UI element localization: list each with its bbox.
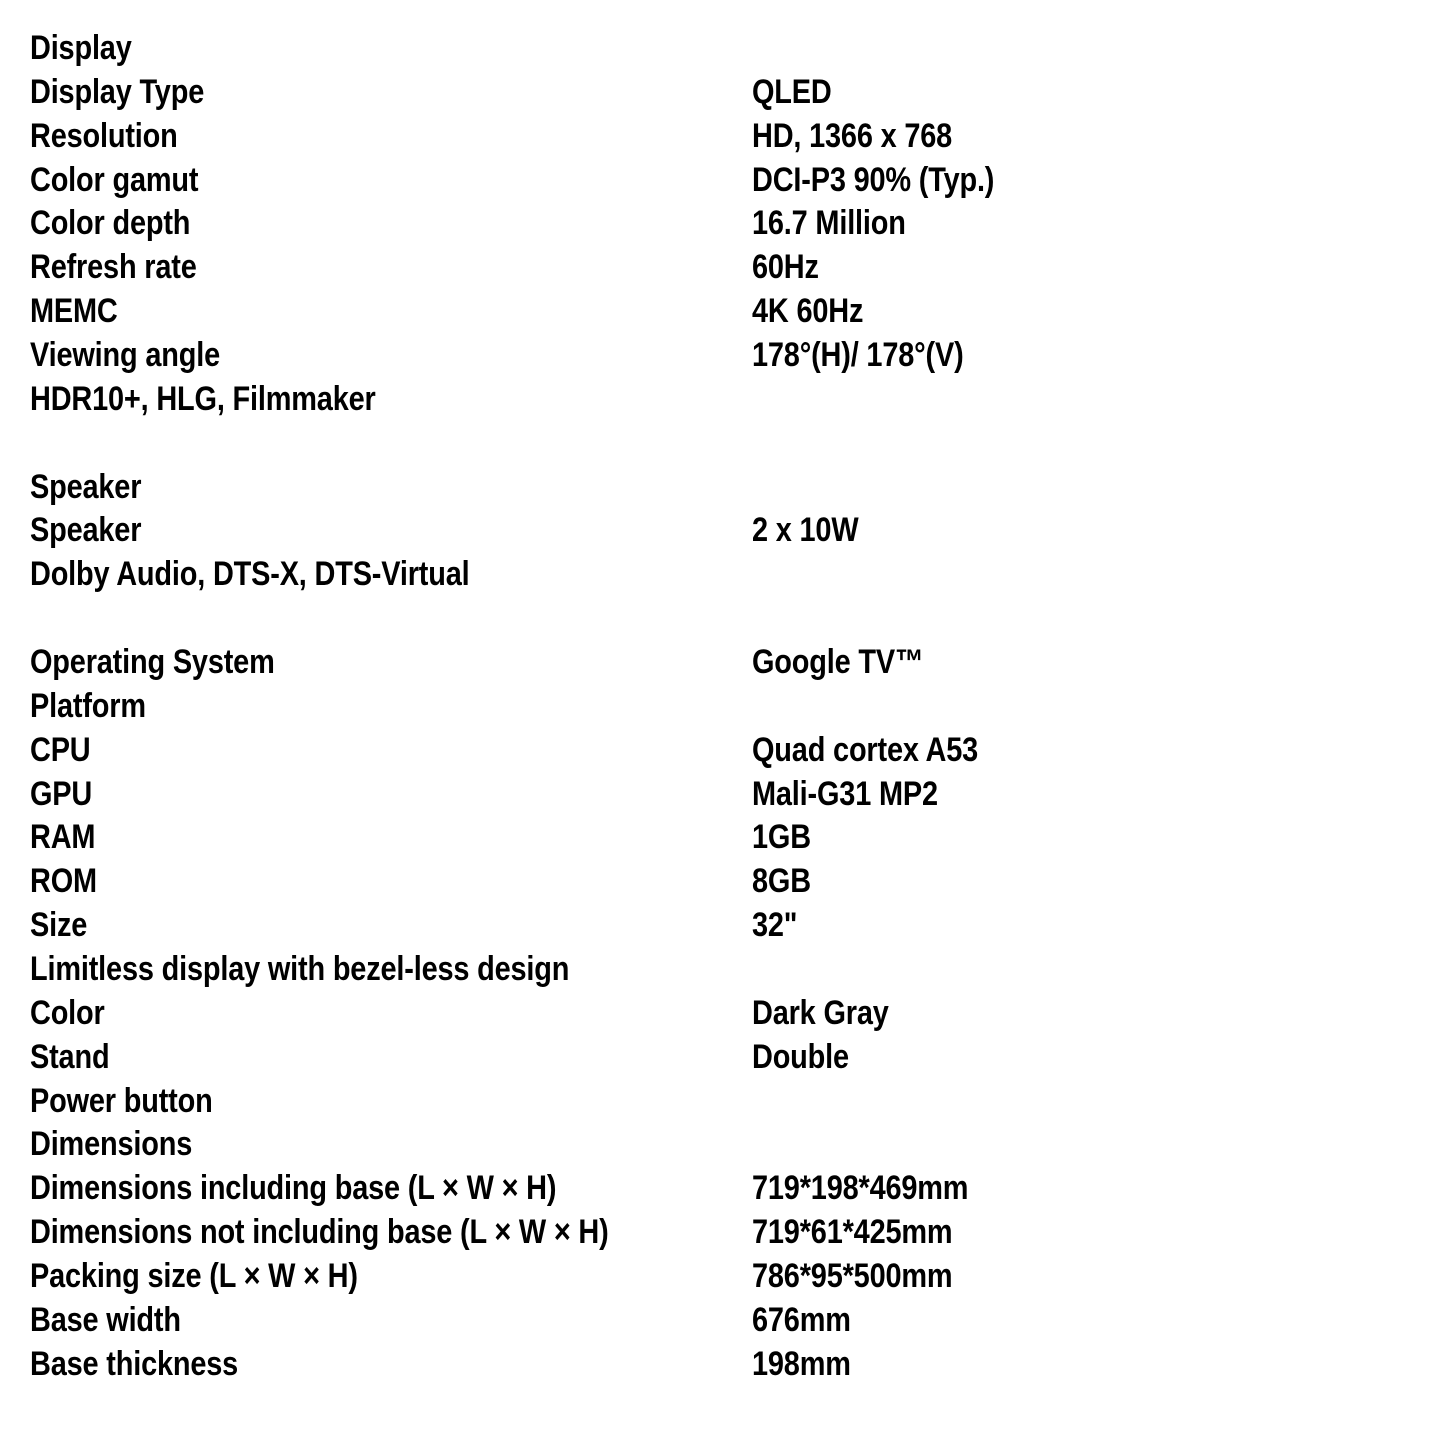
spec-value: DCI-P3 90% (Typ.) [752,160,995,199]
spec-value: Dark Gray [752,993,889,1032]
spec-row [0,334,1440,378]
spec-label: Color gamut [30,160,199,199]
spec-row [0,685,1440,729]
spec-label: ROM [30,862,97,901]
spec-row [0,466,1440,510]
spec-value: 32" [752,906,798,945]
spec-value: 16.7 Million [752,204,906,243]
spec-label: Speaker [30,467,142,506]
spec-row [0,1211,1440,1255]
spec-label: Power button [30,1081,213,1120]
spec-label: Dimensions not including base (L × W × H) [30,1213,609,1252]
spec-label: Packing size (L × W × H) [30,1257,358,1296]
spec-row [0,509,1440,553]
spec-label: Resolution [30,116,178,155]
spec-row [0,27,1440,71]
spec-row [0,1036,1440,1080]
spec-value: 2 x 10W [752,511,859,550]
spec-row [0,948,1440,992]
spec-value: Google TV™ [752,643,924,682]
spec-label: Color [30,993,105,1032]
spec-label: GPU [30,774,93,813]
spec-label: Base thickness [30,1344,239,1383]
spec-row [0,1123,1440,1167]
spec-label: Base width [30,1300,181,1339]
spec-row [0,1255,1440,1299]
spec-rows [0,27,1440,1387]
spec-label: Operating System [30,643,275,682]
spec-label: Size [30,906,88,945]
spec-label: Viewing angle [30,336,220,375]
spec-row [0,773,1440,817]
spec-label: Platform [30,686,146,725]
spec-value: 178°(H)/ 178°(V) [752,336,964,375]
spec-label: HDR10+, HLG, Filmmaker [30,379,376,418]
spec-label: Display [30,29,132,67]
spec-value: 4K 60Hz [752,292,864,331]
spec-value: Mali-G31 MP2 [752,774,938,813]
spec-label: Dolby Audio, DTS-X, DTS-Virtual [30,555,470,594]
spec-row [0,553,1440,597]
spec-row [0,1167,1440,1211]
spec-value: 8GB [752,862,811,901]
spec-label: MEMC [30,292,118,331]
spec-row [0,71,1440,115]
spec-value: HD, 1366 x 768 [752,116,953,155]
spec-label: RAM [30,818,96,857]
row-spacer [0,422,1440,466]
spec-row [0,290,1440,334]
spec-value: 719*198*469mm [752,1169,969,1208]
spec-label: Dimensions [30,1125,193,1164]
spec-row [0,159,1440,203]
spec-label: Speaker [30,511,142,550]
spec-label: Stand [30,1037,110,1076]
spec-row [0,641,1440,685]
spec-value: 719*61*425mm [752,1213,953,1252]
spec-value: QLED [752,72,832,111]
spec-row [0,904,1440,948]
spec-value: 1GB [752,818,811,857]
spec-row [0,378,1440,422]
spec-row [0,729,1440,773]
row-spacer [0,597,1440,641]
spec-row [0,992,1440,1036]
spec-label: Color depth [30,204,191,243]
spec-value: Double [752,1037,849,1076]
spec-row [0,1080,1440,1124]
spec-label: Limitless display with bezel-less design [30,950,570,989]
spec-row [0,1299,1440,1343]
spec-row [0,202,1440,246]
spec-value: Quad cortex A53 [752,730,979,769]
spec-label: Refresh rate [30,248,197,287]
spec-label: CPU [30,730,91,769]
spec-value: 676mm [752,1300,851,1339]
spec-value: 198mm [752,1344,851,1383]
spec-label: Display Type [30,72,205,111]
spec-row [0,115,1440,159]
spec-row [0,860,1440,904]
spec-row [0,1343,1440,1387]
spec-value: 786*95*500mm [752,1257,953,1296]
spec-value: 60Hz [752,248,819,287]
spec-label: Dimensions including base (L × W × H) [30,1169,557,1208]
spec-row [0,246,1440,290]
spec-row [0,816,1440,860]
